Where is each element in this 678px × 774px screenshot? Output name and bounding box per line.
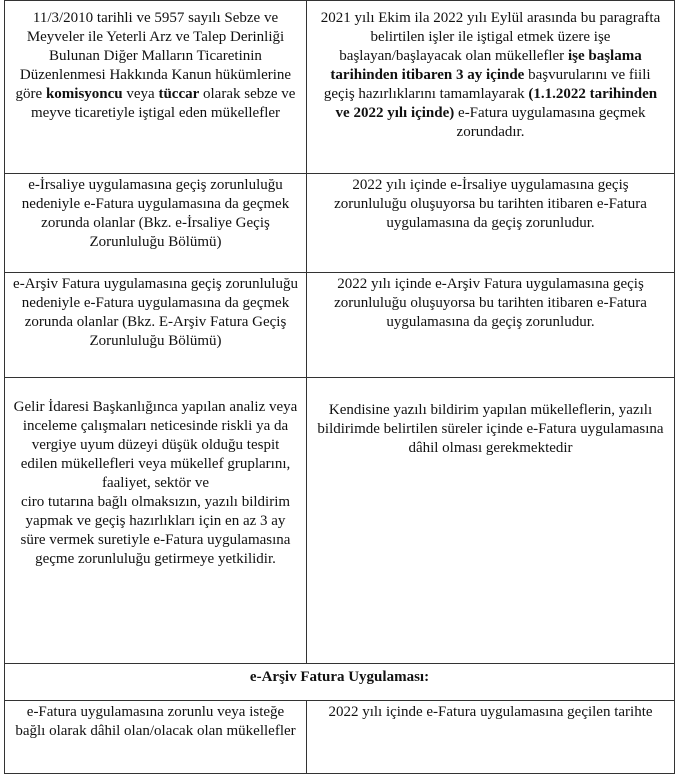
cell-text: e-Fatura uygulamasına geçmek zorundadır. [454,105,646,140]
table-row [5,701,675,774]
deadline-cell: 2022 yılı içinde e-Fatura uygulamasına geçilen tarihte [307,701,675,774]
cell-text: olarak sebze ve meyve ticaretiyle iştigal eden mükellefler [30,86,296,121]
taxpayer-cell [5,1,307,174]
section-title: e-Arşiv Fatura Uygulaması: [5,664,675,701]
cell-text: ciro tutarına bağlı olmaksızın, yazılı bildirim yapmak ve geçiş hazırlıkları için en az 3 ay süre vermek suretiyle e-Fatura uygulamasına geçme zorunluluğu getirmeye yetkilidir. [20,494,291,567]
cell-text: 2021 yılı Ekim ila 2022 yılı Eylül arasında bu paragrafta belirtilen işler ile iştigal etmek üzere işe başlayan/başlayacak olan mükellefler [320,10,661,64]
cell-text: 11/3/2010 tarihli ve 5957 sayılı Sebze ve Meyveler ile Yeterli Arz ve Talep Derinliği Bulunan Diğer Malların Ticaretinin Düzenlenmesi Hakkında Kanun hükümlerine göre [15,10,292,102]
taxpayer-cell: e-Arşiv Fatura uygulamasına geçiş zorunluluğu nedeniyle e-Fatura uygulamasına da geçmek zorunda olanlar (Bkz. E-Arşiv Fatura Geçiş Zorunluluğu Bölümü) [5,273,307,378]
efatura-table [4,0,675,774]
deadline-cell [307,1,675,174]
table-row [5,1,675,174]
section-header-row [5,664,675,701]
bold-text: (1.1.2022 tarihinden ve 2022 yılı içinde) [335,86,658,121]
taxpayer-cell: e-İrsaliye uygulamasına geçiş zorunluluğu nedeniyle e-Fatura uygulamasına da geçmek zorunda olanlar (Bkz. e-İrsaliye Geçiş Zorunluluğu Bölümü) [5,174,307,273]
bold-text: tüccar [158,86,200,102]
cell-text: başvurularını ve fiili geçiş hazırlıklarını tamamlayarak [323,67,651,102]
table-row [5,273,675,378]
taxpayer-cell: e-Fatura uygulamasına zorunlu veya isteğe bağlı olarak dâhil olan/olacak olan mükellefler [5,701,307,774]
deadline-cell: 2022 yılı içinde e-İrsaliye uygulamasına geçiş zorunluluğu oluşuyorsa bu tarihten itibaren e-Fatura uygulamasına da geçiş zorunludur. [307,174,675,273]
cell-text: veya [122,86,159,102]
table-row [5,378,675,664]
deadline-cell: 2022 yılı içinde e-Arşiv Fatura uygulamasına geçiş zorunluluğu oluşuyorsa bu tarihten itibaren e-Fatura uygulamasına da geçiş zorunludur. [307,273,675,378]
deadline-cell: Kendisine yazılı bildirim yapılan mükelleflerin, yazılı bildirimde belirtilen süreler içinde e-Fatura uygulamasına dâhil olması gerekmektedir [307,378,675,664]
table-row [5,174,675,273]
cell-text: Gelir İdaresi Başkanlığınca yapılan analiz veya inceleme çalışmaları neticesinde riskli ya da vergiye uyum düzeyi düşük olduğu tespit edilen mükellefleri veya mükellef gruplarını, faaliyet, sektör ve [13,399,298,491]
taxpayer-cell [5,378,307,664]
bold-text: işe başlama tarihinden itibaren 3 ay içinde [330,48,642,83]
bold-text: komisyoncu [45,86,123,102]
